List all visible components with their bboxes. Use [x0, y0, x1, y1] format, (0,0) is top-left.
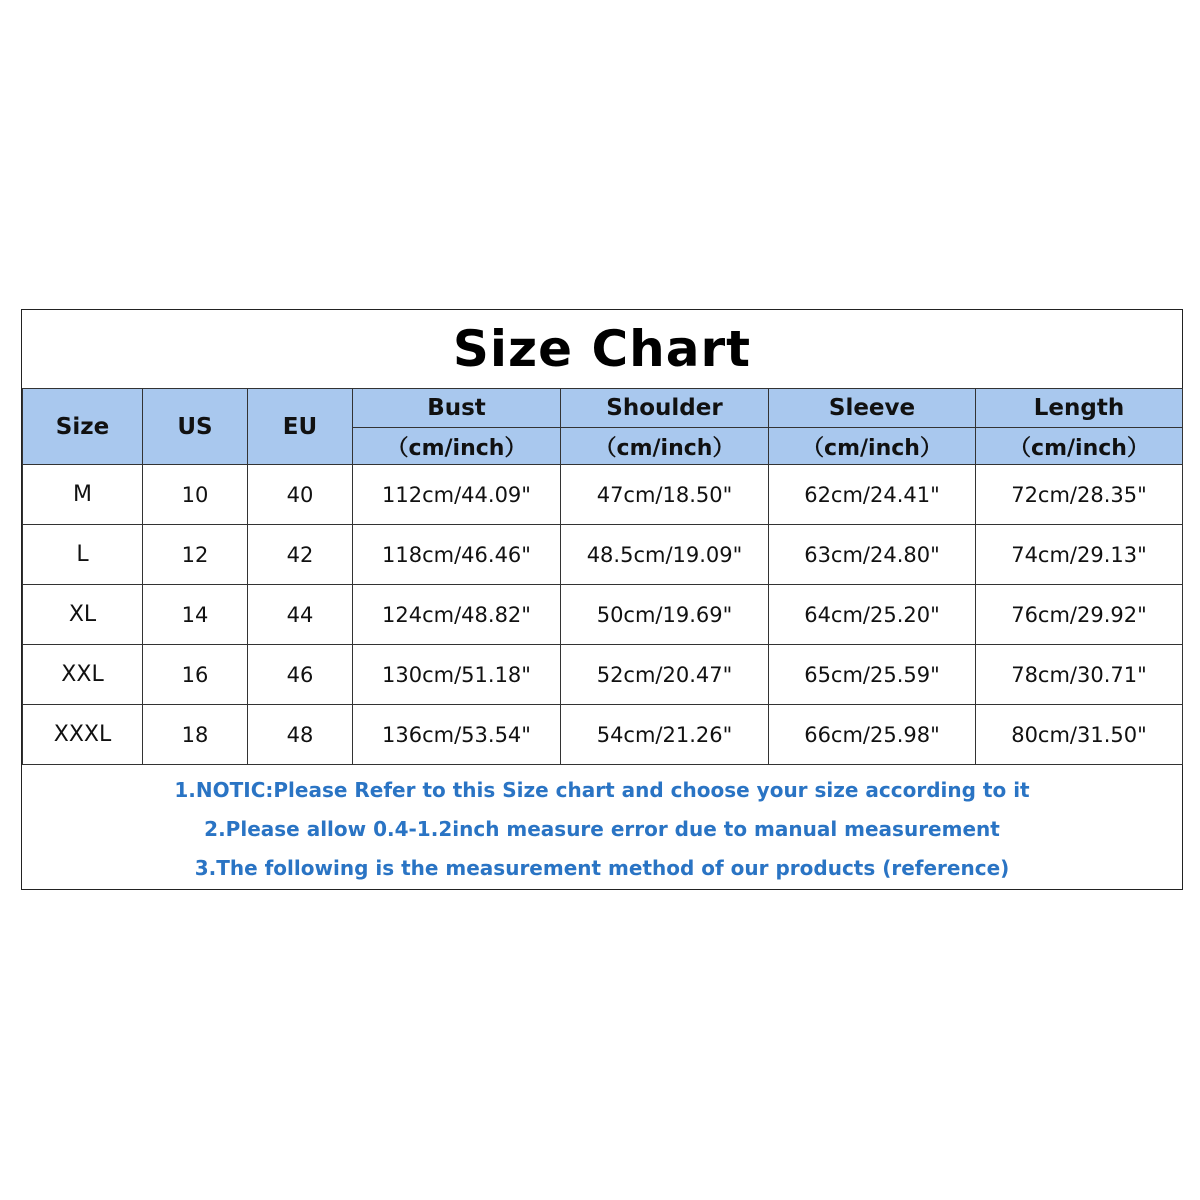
table-cell-sleeve: 64cm/25.20": [769, 585, 976, 645]
table-cell-eu: 40: [248, 465, 353, 525]
table-cell-bust: 136cm/53.54": [353, 705, 561, 765]
table-cell-us: 18: [143, 705, 248, 765]
table-cell-length: 80cm/31.50": [976, 705, 1183, 765]
table-cell-size: XXXL: [23, 705, 143, 765]
unit-label-length: （cm/inch）: [976, 428, 1183, 465]
table-row: [23, 705, 1183, 765]
size-table: [22, 388, 1183, 765]
table-cell-sleeve: 66cm/25.98": [769, 705, 976, 765]
table-body: [23, 465, 1183, 765]
note-2: 2.Please allow 0.4-1.2inch measure error due to manual measurement: [204, 816, 1000, 841]
table-cell-size: L: [23, 525, 143, 585]
table-cell-sleeve: 65cm/25.59": [769, 645, 976, 705]
table-cell-size: M: [23, 465, 143, 525]
column-header-length: Length: [976, 389, 1183, 428]
column-header-us: US: [143, 389, 248, 465]
table-cell-sleeve: 62cm/24.41": [769, 465, 976, 525]
table-cell-size: XL: [23, 585, 143, 645]
table-cell-shoulder: 52cm/20.47": [561, 645, 769, 705]
unit-label-sleeve: （cm/inch）: [769, 428, 976, 465]
note-1: 1.NOTIC:Please Refer to this Size chart and choose your size according to it: [174, 777, 1030, 802]
table-cell-shoulder: 50cm/19.69": [561, 585, 769, 645]
table-cell-us: 10: [143, 465, 248, 525]
table-row: [23, 585, 1183, 645]
column-header-eu: EU: [248, 389, 353, 465]
table-cell-length: 74cm/29.13": [976, 525, 1183, 585]
table-cell-us: 12: [143, 525, 248, 585]
column-header-size: Size: [23, 389, 143, 465]
size-chart: [21, 309, 1183, 890]
table-row: [23, 465, 1183, 525]
table-cell-shoulder: 54cm/21.26": [561, 705, 769, 765]
column-header-bust: Bust: [353, 389, 561, 428]
column-header-shoulder: Shoulder: [561, 389, 769, 428]
table-cell-us: 14: [143, 585, 248, 645]
table-cell-us: 16: [143, 645, 248, 705]
table-cell-length: 78cm/30.71": [976, 645, 1183, 705]
chart-title: Size Chart: [452, 320, 752, 378]
header-row: [23, 389, 1183, 428]
table-cell-eu: 42: [248, 525, 353, 585]
table-cell-size: XXL: [23, 645, 143, 705]
notes-section: [22, 769, 1182, 889]
table-cell-length: 72cm/28.35": [976, 465, 1183, 525]
table-cell-shoulder: 48.5cm/19.09": [561, 525, 769, 585]
table-cell-shoulder: 47cm/18.50": [561, 465, 769, 525]
table-cell-bust: 118cm/46.46": [353, 525, 561, 585]
table-row: [23, 525, 1183, 585]
unit-label-bust: （cm/inch）: [353, 428, 561, 465]
table-cell-eu: 46: [248, 645, 353, 705]
column-header-sleeve: Sleeve: [769, 389, 976, 428]
table-cell-bust: 130cm/51.18": [353, 645, 561, 705]
table-cell-sleeve: 63cm/24.80": [769, 525, 976, 585]
table-cell-eu: 48: [248, 705, 353, 765]
table-cell-length: 76cm/29.92": [976, 585, 1183, 645]
unit-label-shoulder: （cm/inch）: [561, 428, 769, 465]
note-3: 3.The following is the measurement method of our products (reference): [194, 855, 1010, 880]
table-row: [23, 645, 1183, 705]
table-cell-bust: 112cm/44.09": [353, 465, 561, 525]
table-cell-bust: 124cm/48.82": [353, 585, 561, 645]
table-cell-eu: 44: [248, 585, 353, 645]
